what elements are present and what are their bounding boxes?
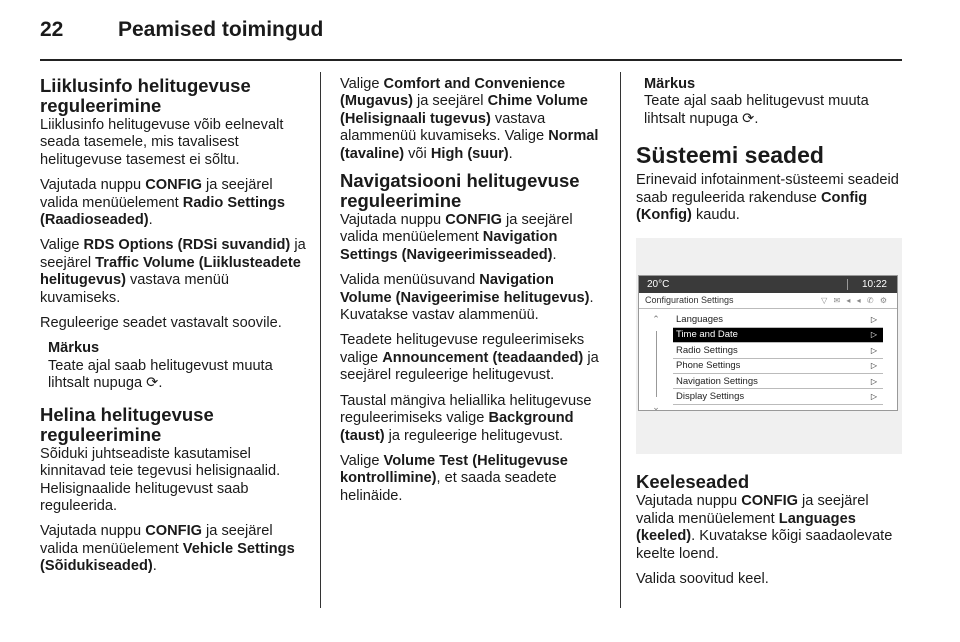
paragraph: Valige RDS Options (RDSi suvandid) ja seejärel Traffic Volume (Liiklusteadete helitugevus) vastava menüü kuvamiseks. — [40, 237, 306, 306]
section-heading-system-settings: Süsteemi seaded — [636, 142, 824, 169]
chevron-right-icon: ▷ — [870, 314, 877, 324]
paragraph: Teadete helitugevuse reguleerimiseks valige Announcement (teadaanded) ja seejärel reguleerige helitugevust. — [340, 332, 599, 384]
page-header — [40, 18, 902, 58]
column-3 — [636, 76, 902, 596]
scroll-track — [656, 331, 657, 397]
section-heading-traffic-volume: Liiklusinfo helitugevuse reguleerimine — [40, 75, 251, 116]
screen-body — [639, 309, 897, 412]
screen-title-bar — [639, 293, 897, 309]
paragraph: Sõiduki juhtseadiste kasutamisel kinnitavad teie tegevusi helisignaalid. Helisignaalide helitugevust saab reguleerida. — [40, 445, 281, 514]
paragraph: Vajutada nuppu CONFIG ja seejärel valida menüüelement Vehicle Settings (Sõidukiseaded). — [40, 523, 295, 575]
menu-item-label: Phone Settings — [676, 360, 741, 372]
menu-item-label: Navigation Settings — [676, 375, 758, 387]
menu-item-label: Languages — [676, 313, 724, 325]
column-2 — [340, 76, 608, 513]
chevron-right-icon: ▷ — [870, 391, 877, 401]
menu-item-display-settings[interactable] — [673, 389, 883, 404]
scroll-up-icon: ⌃ — [652, 314, 660, 325]
menu-item-label: Display Settings — [676, 390, 745, 402]
status-separator — [847, 279, 848, 290]
page-title: Peamised toimingud — [118, 18, 324, 41]
column-divider — [620, 72, 621, 608]
paragraph: Taustal mängiva heliallika helitugevuse reguleerimiseks valige Background (taust) ja reguleerige helitugevust. — [340, 392, 592, 444]
chevron-right-icon: ▷ — [870, 361, 877, 371]
chevron-right-icon: ▷ — [870, 376, 877, 386]
paragraph: Vajutada nuppu CONFIG ja seejärel valida menüüelement Radio Settings (Raadioseaded). — [40, 177, 285, 229]
paragraph: Valida menüüsuvand Navigation Volume (Navigeerimise helitugevus). Kuvatakse vastav alammenüü. — [340, 272, 594, 324]
temperature-readout: 20°C — [647, 279, 670, 291]
paragraph: Erinevaid infotainment-süsteemi seadeid saab reguleerida rakenduse Config (Konfig) kaudu. — [636, 172, 899, 224]
header-rule — [40, 59, 902, 61]
note-box — [48, 340, 306, 392]
column-1 — [40, 76, 306, 584]
menu-item-label: Time and Date — [676, 329, 738, 341]
note-title: Märkus — [48, 340, 100, 357]
infotainment-screen — [638, 275, 898, 411]
note-text: Teate ajal saab helitugevust muuta lihtsalt nupuga ⟳. — [48, 357, 273, 392]
section-heading-navigation-volume: Navigatsiooni helitugevuse reguleerimine — [340, 170, 580, 212]
paragraph: Valige Volume Test (Helitugevuse kontrollimine), et saada seadete helinäide. — [340, 452, 568, 504]
clock-readout: 10:22 — [861, 279, 887, 291]
note-title: Märkus — [644, 76, 696, 92]
column-divider — [320, 72, 321, 608]
paragraph: Reguleerige seadet vastavalt soovile. — [40, 315, 282, 332]
section-heading-chime-volume: Helina helitugevuse reguleerimine — [40, 403, 214, 445]
menu-item-label: Radio Settings — [676, 344, 738, 356]
screen-status-bar — [639, 276, 897, 293]
paragraph: Valige Comfort and Convenience (Mugavus) ja seejärel Chime Volume (Helisignaali tugevus) vastava alammenüü kuvamiseks. Valige Normal (tavaline) või High (suur). — [340, 76, 599, 162]
chevron-right-icon: ▷ — [870, 330, 877, 340]
note-text: Teate ajal saab helitugevust muuta lihtsalt nupuga ⟳. — [644, 93, 869, 127]
screen-title: Configuration Settings — [645, 295, 734, 306]
paragraph: Liiklusinfo helitugevuse võib eelnevalt seada tasemele, mis tavalisest helitugevuse tasemest ei sõltu. — [40, 117, 284, 168]
scroll-down-icon: ⌄ — [652, 401, 660, 412]
page-number: 22 — [40, 18, 64, 41]
note-box — [644, 76, 902, 128]
settings-menu-list — [673, 312, 883, 404]
status-icons: ▽ ✉ ◂ ◂ ✆ ⚙ — [821, 296, 889, 306]
paragraph: Vajutada nuppu CONFIG ja seejärel valida menüüelement Navigation Settings (Navigeerimisseaded). — [340, 212, 573, 263]
section-heading-languages: Keeleseaded — [636, 471, 750, 493]
paragraph: Vajutada nuppu CONFIG ja seejärel valida menüüelement Languages (keeled). Kuvatakse kõigi saadaolevate keelte loend. — [636, 493, 893, 562]
chevron-right-icon: ▷ — [870, 345, 877, 355]
scroll-indicator — [647, 311, 665, 412]
settings-screenshot-figure — [636, 238, 902, 454]
paragraph: Valida soovitud keel. — [636, 571, 769, 588]
